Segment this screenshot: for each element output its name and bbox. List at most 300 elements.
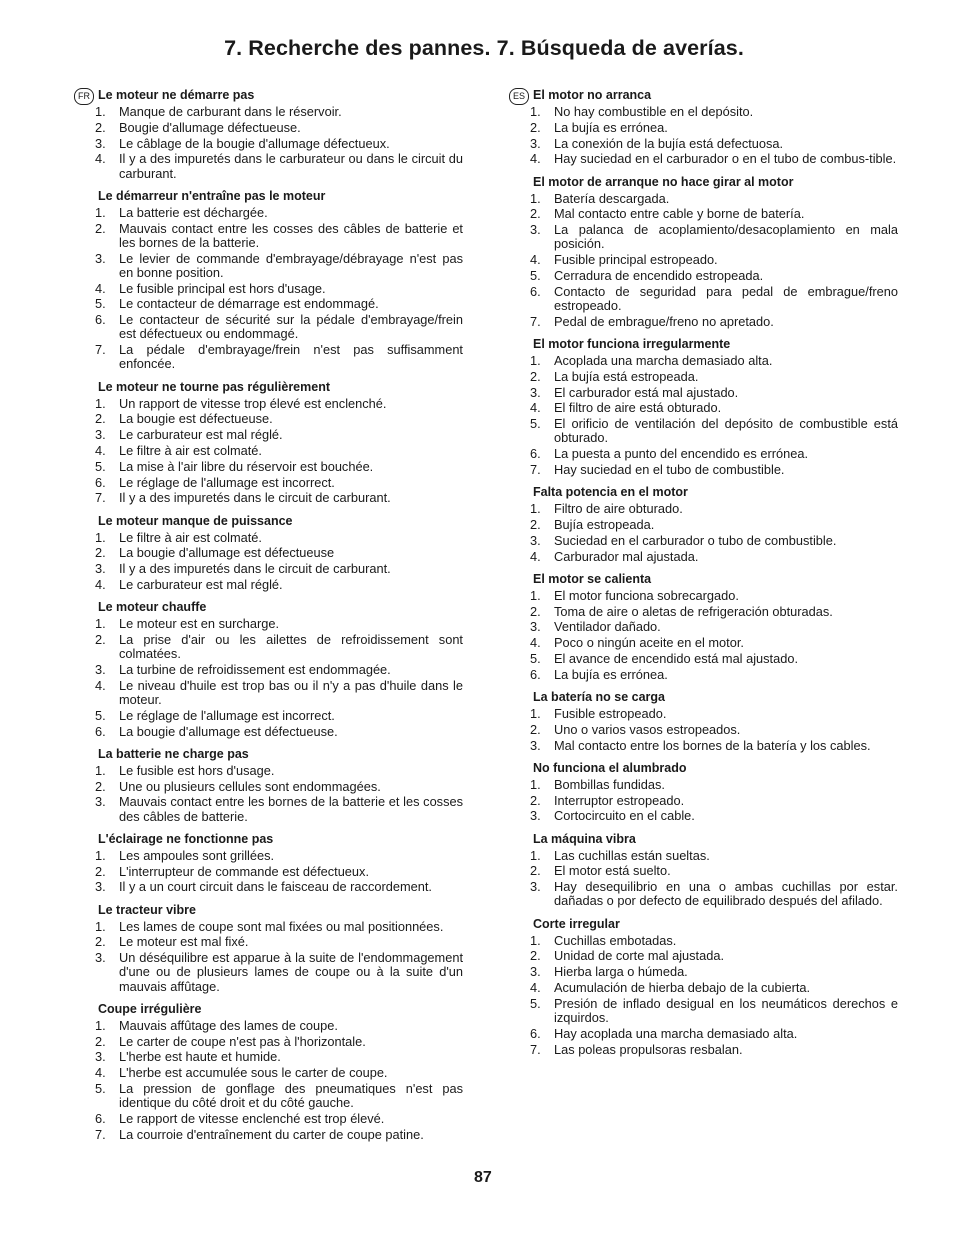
item-number: 4.: [95, 677, 106, 693]
item-text: La conexión de la bujía está defectuosa.: [554, 135, 784, 151]
cause-list: [95, 397, 463, 506]
item-number: 6.: [530, 446, 541, 462]
list-item: [530, 864, 898, 878]
list-item: [530, 949, 898, 963]
section-title: Le moteur ne tourne pas régulièrement: [98, 379, 330, 394]
troubleshooting-section: [530, 689, 898, 753]
list-item: [95, 679, 463, 707]
cause-list: [530, 502, 898, 564]
item-number: 5.: [530, 995, 541, 1011]
item-number: 4.: [530, 548, 541, 564]
list-item: [530, 707, 898, 721]
list-item: [530, 105, 898, 119]
item-text: Cerradura de encendido estropeada.: [554, 267, 764, 283]
item-number: 1.: [530, 501, 541, 517]
item-text: L'interrupteur de commande est défectueux.: [119, 863, 369, 879]
item-number: 1.: [530, 776, 541, 792]
item-text: Las cuchillas están sueltas.: [554, 847, 710, 863]
item-text: Hay suciedad en el tubo de combustible.: [554, 461, 785, 477]
list-item: [95, 531, 463, 545]
item-text: Mauvais contact entre les cosses des câbles de batterie et les bornes de la batterie.: [119, 220, 463, 250]
item-text: Toma de aire o aletas de refrigeración obturadas.: [554, 603, 833, 619]
list-item: [95, 105, 463, 119]
item-text: Le contacteur de sécurité sur la pédale d'embrayage/frein est défectueux ou endommagé.: [119, 312, 463, 342]
item-text: La bujía es errónea.: [554, 119, 668, 135]
list-item: [530, 965, 898, 979]
item-number: 2.: [530, 206, 541, 222]
item-number: 3.: [530, 384, 541, 400]
item-text: Hay desequilibrio en una o ambas cuchillas por estar. dañadas o por defecto de equilibrado después del afilado.: [554, 879, 898, 909]
item-number: 7.: [95, 342, 106, 358]
section-title: El motor no arranca: [533, 88, 652, 102]
cause-list: [530, 849, 898, 909]
item-number: 5.: [95, 1080, 106, 1096]
item-text: Carburador mal ajustada.: [554, 548, 699, 564]
item-number: 2.: [530, 721, 541, 737]
item-text: La turbine de refroidissement est endommagée.: [119, 661, 391, 677]
item-text: Acoplada una marcha demasiado alta.: [554, 352, 773, 368]
cause-list: [95, 849, 463, 895]
list-item: [95, 578, 463, 592]
troubleshooting-section: [530, 336, 898, 477]
list-item: [530, 192, 898, 206]
item-number: 3.: [530, 222, 541, 238]
list-item: [530, 370, 898, 384]
list-item: [95, 428, 463, 442]
item-number: 3.: [95, 135, 106, 151]
item-text: Le fusible est hors d'usage.: [119, 762, 275, 778]
item-number: 1.: [95, 395, 106, 411]
list-item: [530, 997, 898, 1025]
item-number: 4.: [530, 252, 541, 268]
cause-list: [95, 105, 463, 181]
list-item: [95, 137, 463, 151]
troubleshooting-section: [530, 174, 898, 329]
list-item: [530, 981, 898, 995]
item-text: Mauvais contact entre les bornes de la batterie et les cosses des câbles de batterie.: [119, 794, 463, 824]
cause-list: [95, 206, 463, 372]
item-text: La palanca de acoplamiento/desacoplamiento en mala posición.: [554, 222, 898, 252]
list-item: [530, 315, 898, 329]
item-number: 6.: [95, 723, 106, 739]
item-text: Le moteur est mal fixé.: [119, 934, 249, 950]
item-text: L'herbe est accumulée sous le carter de coupe.: [119, 1065, 388, 1081]
cause-list: [530, 589, 898, 682]
item-text: Le fusible principal est hors d'usage.: [119, 280, 326, 296]
item-text: Le niveau d'huile est trop bas ou il n'y a pas d'huile dans le moteur.: [119, 677, 463, 707]
item-text: Fusible estropeado.: [554, 705, 667, 721]
item-text: La pression de gonflage des pneumatiques n'est pas identique du côté droit et du côté gauche.: [119, 1080, 463, 1111]
item-number: 3.: [530, 619, 541, 635]
list-item: [530, 880, 898, 908]
item-text: Presión de inflado desigual en los neumáticos derechos e izquirdos.: [554, 995, 898, 1025]
troubleshooting-section: [530, 760, 898, 824]
list-item: [530, 1043, 898, 1057]
list-item: [530, 463, 898, 477]
item-number: 3.: [95, 1049, 106, 1065]
cause-list: [530, 778, 898, 824]
list-item: [95, 546, 463, 560]
section-title: No funciona el alumbrado: [533, 760, 687, 775]
item-text: Le carburateur est mal réglé.: [119, 427, 283, 443]
troubleshooting-section: [95, 87, 463, 181]
item-number: 4.: [95, 151, 106, 167]
troubleshooting-section: [530, 484, 898, 564]
cause-list: [95, 1019, 463, 1142]
section-title: Falta potencia en el motor: [533, 485, 688, 500]
item-number: 2.: [95, 119, 106, 135]
list-item: [530, 636, 898, 650]
item-number: 6.: [95, 474, 106, 490]
list-item: [95, 222, 463, 250]
section-title: La batterie ne charge pas: [98, 746, 249, 761]
list-item: [95, 460, 463, 474]
list-item: [530, 809, 898, 823]
item-number: 2.: [530, 792, 541, 808]
language-badge-fr: FR: [74, 88, 94, 105]
item-number: 3.: [530, 808, 541, 824]
item-text: Manque de carburant dans le réservoir.: [119, 104, 342, 119]
list-item: [530, 447, 898, 461]
item-number: 4.: [95, 1065, 106, 1081]
column-es: [512, 87, 898, 1064]
item-text: La prise d'air ou les ailettes de refroidissement sont colmatées.: [119, 631, 463, 662]
list-item: [95, 297, 463, 311]
item-number: 7.: [95, 490, 106, 506]
item-text: Il y a des impuretés dans le circuit de carburant.: [119, 561, 391, 577]
cause-list: [530, 707, 898, 753]
list-item: [530, 550, 898, 564]
section-title: El motor funciona irregularmente: [533, 336, 731, 351]
item-number: 4.: [530, 151, 541, 167]
item-number: 2.: [95, 1033, 106, 1049]
list-item: [95, 282, 463, 296]
item-text: Le carburateur est mal réglé.: [119, 576, 283, 592]
section-list: [95, 87, 463, 1142]
item-text: La bujía está estropeada.: [554, 368, 699, 384]
item-text: Le filtre à air est colmaté.: [119, 529, 262, 545]
item-text: Interruptor estropeado.: [554, 792, 685, 808]
list-item: [530, 1027, 898, 1041]
item-number: 3.: [95, 250, 106, 266]
list-item: [530, 137, 898, 151]
section-title: Le tracteur vibre: [98, 902, 196, 917]
list-item: [95, 663, 463, 677]
item-text: Hay acoplada una marcha demasiado alta.: [554, 1025, 798, 1041]
item-text: Uno o varios vasos estropeados.: [554, 721, 741, 737]
cause-list: [95, 531, 463, 593]
item-number: 3.: [530, 532, 541, 548]
item-text: La bougie d'allumage est défectueuse: [119, 545, 335, 561]
item-number: 6.: [530, 283, 541, 299]
item-text: Le carter de coupe n'est pas à l'horizontale.: [119, 1033, 366, 1049]
page-title: 7. Recherche des pannes. 7. Búsqueda de averías.: [224, 36, 744, 60]
list-item: [95, 206, 463, 220]
section-title: Corte irregular: [533, 916, 620, 931]
item-text: Le réglage de l'allumage est incorrect.: [119, 474, 335, 490]
troubleshooting-section: [95, 831, 463, 895]
item-text: Il y a des impuretés dans le carburateur ou dans le circuit du carburant.: [119, 151, 463, 181]
list-item: [95, 1066, 463, 1080]
item-text: Le contacteur de démarrage est endommagé.: [119, 296, 379, 312]
item-text: Le rapport de vitesse enclenché est trop élevé.: [119, 1110, 385, 1126]
list-item: [530, 778, 898, 792]
list-item: [95, 725, 463, 739]
item-text: Mal contacto entre cable y borne de batería.: [554, 206, 805, 222]
list-item: [95, 412, 463, 426]
item-number: 4.: [530, 635, 541, 651]
list-item: [530, 605, 898, 619]
list-item: [530, 849, 898, 863]
list-item: [95, 1019, 463, 1033]
item-number: 6.: [95, 1110, 106, 1126]
list-item: [95, 313, 463, 341]
item-text: Ventilador dañado.: [554, 619, 661, 635]
troubleshooting-section: [95, 379, 463, 506]
item-text: Suciedad en el carburador o tubo de combustible.: [554, 532, 837, 548]
item-text: Mauvais affûtage des lames de coupe.: [119, 1017, 338, 1033]
item-number: 4.: [95, 280, 106, 296]
item-number: 6.: [95, 312, 106, 328]
list-item: [95, 951, 463, 994]
list-item: [530, 934, 898, 948]
list-item: [95, 633, 463, 661]
item-text: Le réglage de l'allumage est incorrect.: [119, 707, 335, 723]
item-number: 1.: [530, 705, 541, 721]
item-number: 2.: [95, 545, 106, 561]
list-item: [95, 252, 463, 280]
troubleshooting-section: [530, 571, 898, 682]
item-number: 4.: [95, 442, 106, 458]
list-item: [95, 849, 463, 863]
list-item: [530, 652, 898, 666]
item-text: Contacto de seguridad para pedal de embrague/freno estropeado.: [554, 283, 898, 313]
item-text: Unidad de corte mal ajustada.: [554, 948, 725, 964]
item-number: 7.: [95, 1126, 106, 1142]
item-text: Batería descargada.: [554, 190, 670, 206]
item-number: 2.: [95, 934, 106, 950]
list-item: [95, 444, 463, 458]
list-item: [530, 253, 898, 267]
cause-list: [95, 920, 463, 994]
item-text: Bombillas fundidas.: [554, 776, 665, 792]
section-title: La batería no se carga: [533, 689, 666, 704]
item-text: La bujía es errónea.: [554, 666, 668, 682]
item-text: Cuchillas embotadas.: [554, 932, 677, 948]
item-number: 1.: [530, 932, 541, 948]
item-number: 7.: [530, 1041, 541, 1057]
cause-list: [530, 192, 898, 329]
list-item: [95, 491, 463, 505]
list-item: [95, 617, 463, 631]
item-text: El motor funciona sobrecargado.: [554, 587, 739, 603]
list-item: [530, 620, 898, 634]
item-number: 3.: [95, 879, 106, 895]
item-text: Fusible principal estropeado.: [554, 252, 718, 268]
item-number: 3.: [95, 561, 106, 577]
item-text: La bougie est défectueuse.: [119, 411, 273, 427]
item-text: El motor está suelto.: [554, 863, 671, 879]
item-text: El orificio de ventilación del depósito de combustible está obturado.: [554, 416, 898, 446]
item-number: 2.: [95, 220, 106, 236]
item-number: 2.: [530, 948, 541, 964]
list-item: [530, 223, 898, 251]
item-text: Pedal de embrague/freno no apretado.: [554, 313, 774, 329]
section-title: El motor de arranque no hace girar al motor: [533, 174, 794, 189]
item-number: 3.: [95, 950, 106, 966]
item-text: No hay combustible en el depósito.: [554, 104, 754, 119]
list-item: [530, 518, 898, 532]
item-number: 5.: [530, 267, 541, 283]
item-text: Le filtre à air est colmaté.: [119, 442, 262, 458]
cause-list: [530, 105, 898, 167]
item-number: 2.: [530, 119, 541, 135]
list-item: [530, 794, 898, 808]
item-text: Le câblage de la bougie d'allumage défectueux.: [119, 135, 390, 151]
list-item: [95, 1128, 463, 1142]
list-item: [530, 417, 898, 445]
item-text: Une ou plusieurs cellules sont endommagées.: [119, 778, 381, 794]
item-number: 1.: [95, 104, 106, 119]
item-number: 1.: [95, 529, 106, 545]
item-text: La mise à l'air libre du réservoir est bouchée.: [119, 458, 374, 474]
item-number: 3.: [95, 661, 106, 677]
troubleshooting-section: [95, 599, 463, 739]
item-number: 2.: [95, 863, 106, 879]
item-number: 3.: [95, 427, 106, 443]
item-number: 4.: [530, 979, 541, 995]
language-badge-es: ES: [509, 88, 529, 105]
section-title: Le démarreur n'entraîne pas le moteur: [98, 188, 326, 203]
item-number: 5.: [530, 650, 541, 666]
page-number: 87: [474, 1169, 492, 1186]
list-item: [95, 152, 463, 180]
item-number: 4.: [530, 400, 541, 416]
item-text: Bougie d'allumage défectueuse.: [119, 119, 301, 135]
item-number: 2.: [530, 516, 541, 532]
item-text: Les ampoules sont grillées.: [119, 847, 275, 863]
list-item: [95, 865, 463, 879]
list-item: [95, 920, 463, 934]
item-number: 1.: [95, 1017, 106, 1033]
item-text: El avance de encendido está mal ajustado.: [554, 650, 799, 666]
list-item: [530, 668, 898, 682]
list-item: [95, 935, 463, 949]
item-text: La courroie d'entraînement du carter de coupe patine.: [119, 1126, 424, 1142]
item-text: Poco o ningún aceite en el motor.: [554, 635, 744, 651]
section-title: La máquina vibra: [533, 831, 636, 846]
item-text: Las poleas propulsoras resbalan.: [554, 1041, 743, 1057]
item-text: Mal contacto entre los bornes de la batería y los cables.: [554, 737, 871, 753]
item-number: 5.: [95, 296, 106, 312]
item-number: 3.: [530, 737, 541, 753]
section-title: Le moteur chauffe: [98, 600, 207, 615]
list-item: [530, 739, 898, 753]
list-item: [530, 354, 898, 368]
item-number: 4.: [95, 576, 106, 592]
list-item: [95, 764, 463, 778]
list-item: [95, 1035, 463, 1049]
item-text: Un déséquilibre est apparue à la suite de l'endommagement d'une ou de plusieurs lames de coupe ou à la suite d'un mauvais affûtage.: [119, 950, 463, 994]
troubleshooting-section: [530, 916, 898, 1057]
troubleshooting-section: [95, 513, 463, 593]
section-title: Le moteur ne démarre pas: [98, 88, 255, 102]
item-number: 2.: [530, 863, 541, 879]
list-item: [95, 1112, 463, 1126]
section-title: El motor se calienta: [533, 571, 652, 586]
troubleshooting-section: [95, 902, 463, 994]
item-number: 1.: [95, 847, 106, 863]
item-text: La pédale d'embrayage/frein n'est pas suffisamment enfoncée.: [119, 342, 463, 372]
item-text: Cortocircuito en el cable.: [554, 808, 695, 824]
item-number: 2.: [530, 368, 541, 384]
item-text: L'herbe est haute et humide.: [119, 1049, 281, 1065]
item-number: 2.: [95, 778, 106, 794]
list-item: [530, 152, 898, 166]
list-item: [95, 709, 463, 723]
item-text: Le levier de commande d'embrayage/débrayage n'est pas en bonne position.: [119, 250, 463, 280]
item-number: 1.: [95, 616, 106, 632]
item-number: 2.: [530, 603, 541, 619]
item-text: El filtro de aire está obturado.: [554, 400, 722, 416]
section-list: [530, 87, 898, 1057]
item-number: 1.: [530, 587, 541, 603]
item-text: Les lames de coupe sont mal fixées ou mal positionnées.: [119, 918, 444, 934]
item-number: 5.: [95, 707, 106, 723]
list-item: [95, 476, 463, 490]
item-number: 6.: [530, 1025, 541, 1041]
item-number: 1.: [530, 104, 541, 119]
item-text: Acumulación de hierba debajo de la cubierta.: [554, 979, 811, 995]
item-number: 3.: [530, 964, 541, 980]
item-text: Il y a un court circuit dans le faisceau de raccordement.: [119, 879, 432, 895]
troubleshooting-section: [95, 188, 463, 372]
item-number: 1.: [95, 762, 106, 778]
list-item: [95, 121, 463, 135]
item-text: Hierba larga o húmeda.: [554, 964, 688, 980]
item-number: 3.: [95, 794, 106, 810]
cause-list: [95, 617, 463, 739]
item-text: La bougie d'allumage est défectueuse.: [119, 723, 338, 739]
list-item: [530, 207, 898, 221]
item-text: El carburador está mal ajustado.: [554, 384, 739, 400]
list-item: [530, 723, 898, 737]
cause-list: [530, 934, 898, 1057]
item-text: Un rapport de vitesse trop élevé est enclenché.: [119, 395, 387, 411]
item-text: La puesta a punto del encendido es errónea.: [554, 446, 809, 462]
list-item: [530, 589, 898, 603]
list-item: [95, 1082, 463, 1110]
list-item: [95, 1050, 463, 1064]
item-number: 1.: [530, 352, 541, 368]
item-number: 1.: [95, 918, 106, 934]
item-number: 5.: [95, 458, 106, 474]
item-number: 7.: [530, 461, 541, 477]
item-number: 1.: [95, 204, 106, 220]
item-text: Hay suciedad en el carburador o en el tubo de combus-tible.: [554, 151, 897, 167]
list-item: [530, 121, 898, 135]
item-number: 3.: [530, 135, 541, 151]
list-item: [530, 386, 898, 400]
list-item: [530, 269, 898, 283]
list-item: [530, 534, 898, 548]
item-text: Le moteur est en surcharge.: [119, 616, 280, 632]
item-number: 5.: [530, 416, 541, 432]
troubleshooting-section: [95, 746, 463, 824]
troubleshooting-section: [530, 87, 898, 167]
section-title: L'éclairage ne fonctionne pas: [98, 831, 274, 846]
section-title: Coupe irrégulière: [98, 1001, 202, 1016]
